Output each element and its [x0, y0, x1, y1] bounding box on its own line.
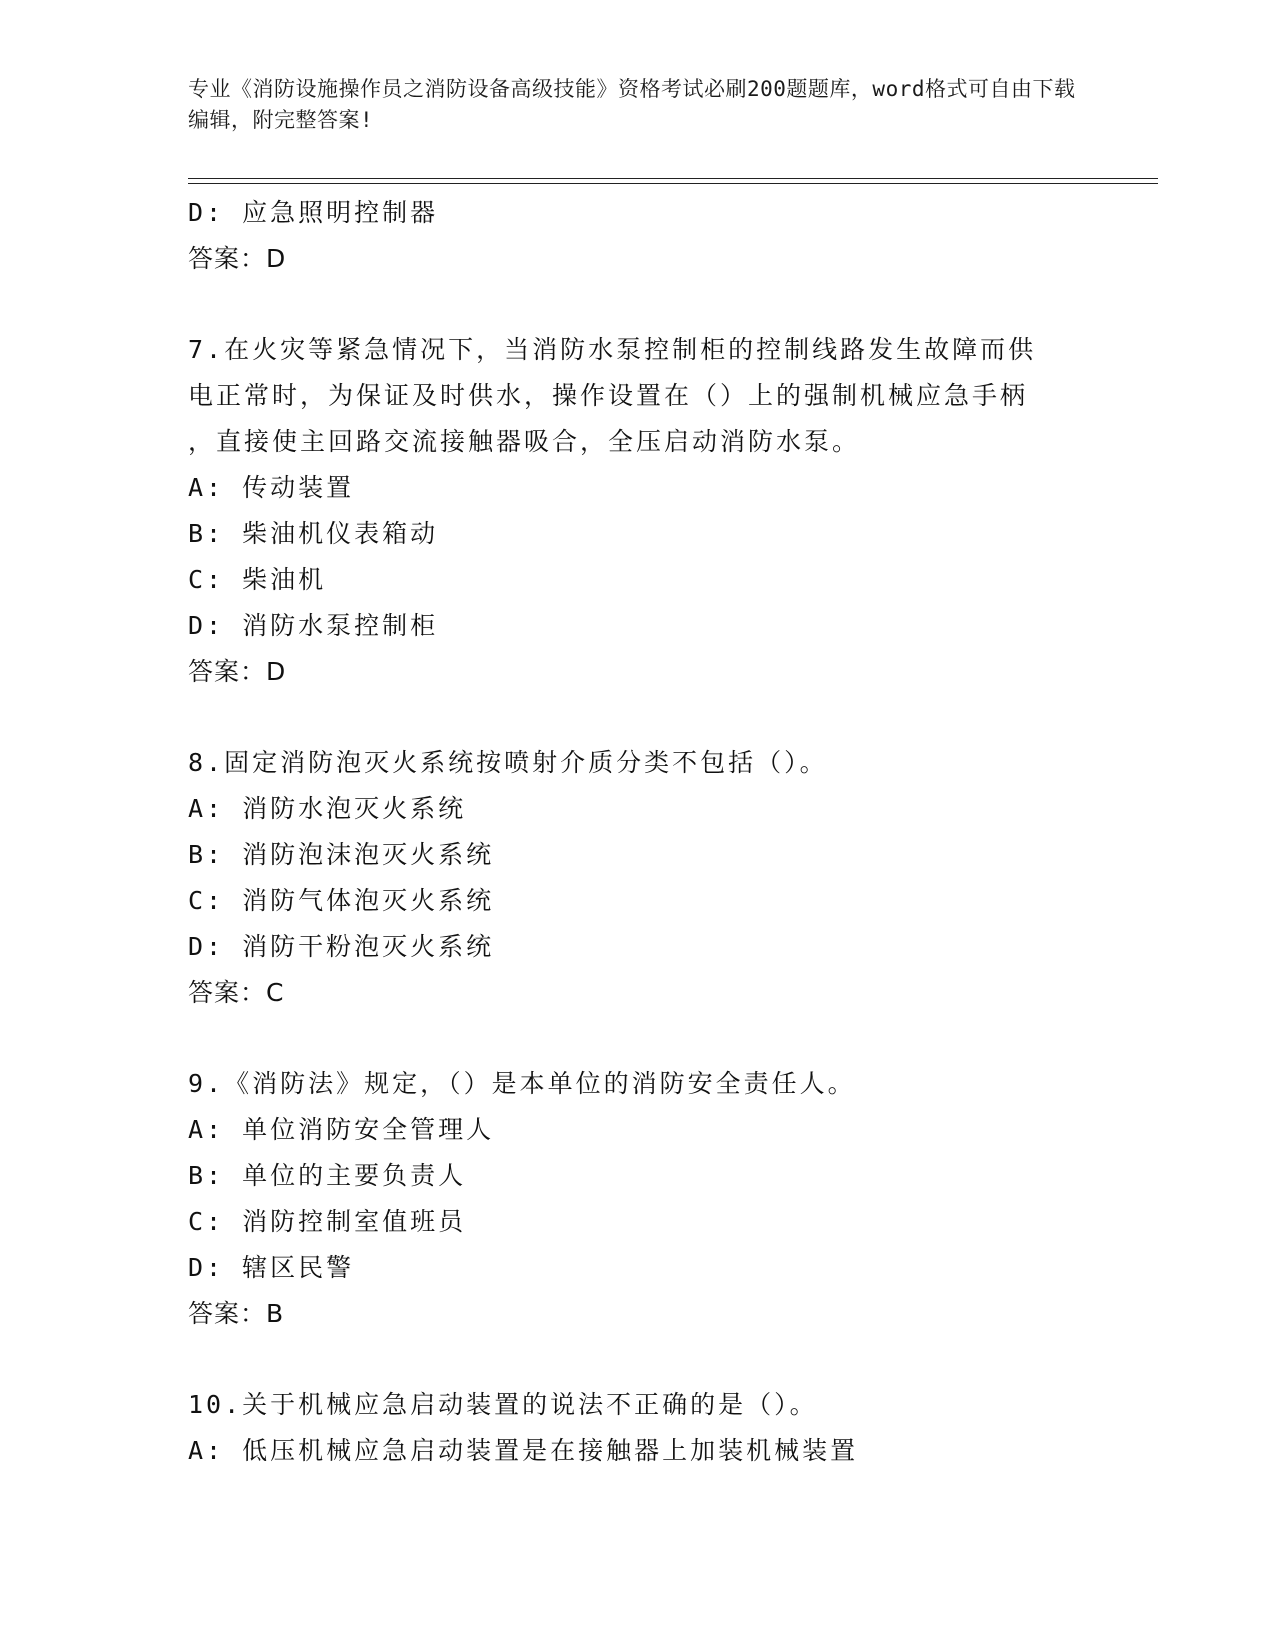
question-list: [188, 190, 1088, 1474]
question-6-fragment: [188, 190, 1088, 282]
header-divider-top: [188, 178, 1158, 179]
option-b: B: 单位的主要负责人: [188, 1161, 467, 1190]
question-stem-line: 9.《消防法》规定，（）是本单位的消防安全责任人。: [188, 1069, 856, 1098]
question-7: [188, 327, 1088, 695]
option-d: D: 消防干粉泡灭火系统: [188, 932, 495, 961]
answer-line: 答案：B: [188, 1299, 285, 1328]
option-d: D: 消防水泵控制柜: [188, 611, 439, 640]
option-a: A: 传动装置: [188, 473, 355, 502]
question-stem-line: 10.关于机械应急启动装置的说法不正确的是（）。: [188, 1390, 818, 1419]
question-9: [188, 1061, 1088, 1337]
option-b: B: 消防泡沫泡灭火系统: [188, 840, 495, 869]
option-a: A: 低压机械应急启动装置是在接触器上加装机械装置: [188, 1436, 859, 1465]
header-divider-bottom: [188, 183, 1158, 184]
question-10: [188, 1382, 1088, 1474]
option-a: A: 消防水泡灭火系统: [188, 794, 467, 823]
document-header: 专业《消防设施操作员之消防设备高级技能》资格考试必刷200题题库，word格式可自由下载编辑，附完整答案!: [188, 77, 1076, 132]
question-stem-line: 电正常时，为保证及时供水，操作设置在（）上的强制机械应急手柄: [188, 381, 1029, 410]
option-a: A: 单位消防安全管理人: [188, 1115, 495, 1144]
option-d: D: 辖区民警: [188, 1253, 355, 1282]
answer-line: 答案：D: [188, 244, 287, 273]
option-c: C: 柴油机: [188, 565, 327, 594]
answer-line: 答案：C: [188, 978, 285, 1007]
question-8: [188, 740, 1088, 1016]
question-stem-line: 7.在火灾等紧急情况下，当消防水泵控制柜的控制线路发生故障而供: [188, 335, 1037, 364]
option-d: D: 应急照明控制器: [188, 198, 439, 227]
question-stem-line: 8.固定消防泡灭火系统按喷射介质分类不包括（）。: [188, 748, 828, 777]
answer-line: 答案：D: [188, 657, 287, 686]
option-c: C: 消防气体泡灭火系统: [188, 886, 495, 915]
option-b: B: 柴油机仪表箱动: [188, 519, 439, 548]
question-stem-line: ，直接使主回路交流接触器吸合，全压启动消防水泵。: [188, 427, 861, 456]
option-c: C: 消防控制室值班员: [188, 1207, 467, 1236]
